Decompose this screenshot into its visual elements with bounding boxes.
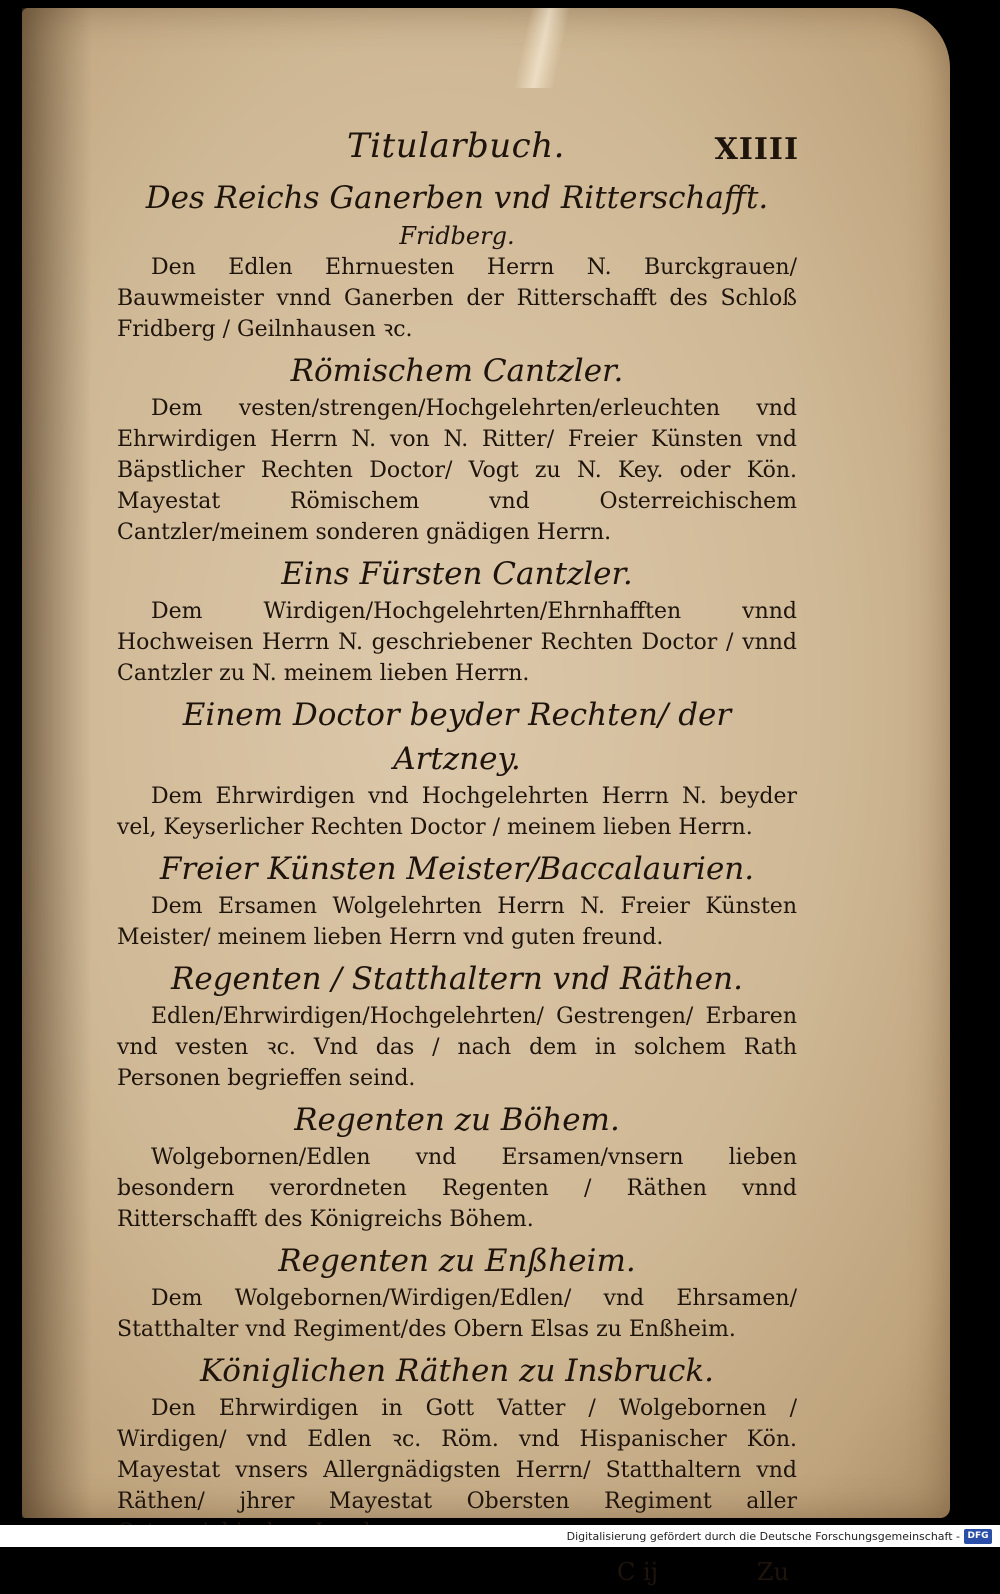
page-text-block <box>117 126 797 1594</box>
section-text: Dem Ersamen Wolgelehrten Herrn N. Freier Künsten Meister/ meinem lieben Herrn vnd guten freund. <box>117 894 797 950</box>
section-text: Dem Wolgebornen/Wirdigen/Edlen/ vnd Ehrsamen/ Statthalter vnd Regiment/des Obern Elsas zu Enßheim. <box>117 1286 797 1342</box>
dfg-logo-icon: DFG <box>964 1529 992 1544</box>
section-boehem <box>117 1098 797 1235</box>
credit-bar <box>0 1525 1000 1547</box>
section-regenten <box>117 957 797 1094</box>
section-ensheim <box>117 1239 797 1345</box>
page-gutter-shadow <box>22 8 92 1518</box>
page-header <box>117 126 797 176</box>
section-meister <box>117 847 797 953</box>
section-title: Freier Künsten Meister/Baccalaurien. <box>159 851 755 887</box>
catchword: Zu <box>756 1558 789 1586</box>
section-ganerben <box>117 176 797 345</box>
section-title: Regenten zu Böhem. <box>294 1102 620 1138</box>
section-text: Den Edlen Ehrnuesten Herrn N. Burckgrauen/ Bauwmeister vnnd Ganerben der Ritterschafft des Schloß Fridberg / Geilnhausen ꝛc. <box>117 255 797 342</box>
section-insbruck <box>117 1349 797 1548</box>
section-title: Römischem Cantzler. <box>290 353 624 389</box>
section-text: Dem vesten/strengen/Hochgelehrten/erleuchten vnd Ehrwirdigen Herrn N. von N. Ritter/ Freier Künsten vnd Bäpstlicher Rechten Doctor/ Vogt zu N. Key. oder Kön. Mayestat Römischem vnd Osterreichischem Cantzler/meinem sonderen gnädigen Herrn. <box>117 396 797 545</box>
section-title: Königlichen Räthen zu Insbruck. <box>199 1353 715 1389</box>
page-footer-marks <box>117 1554 797 1594</box>
signature-mark: C ij <box>617 1558 659 1586</box>
running-title: Titularbuch. <box>347 126 565 166</box>
section-title: Eins Fürsten Cantzler. <box>281 556 633 592</box>
section-subtitle: Fridberg. <box>399 222 515 250</box>
section-text: Den Ehrwirdigen in Gott Vatter / Wolgebornen / Wirdigen/ vnd Edlen ꝛc. Röm. vnd Hispanischer Kön. Mayestat vnsers Allergnädigsten Herrn/ Statthaltern vnd Räthen/ jhrer Mayestat Obersten Regiment aller <box>117 1396 797 1514</box>
section-title: Regenten zu Enßheim. <box>278 1243 636 1279</box>
section-text: Dem Ehrwirdigen vnd Hochgelehrten Herrn N. beyder vel, Keyserlicher Rechten Doctor / meinem lieben Herrn. <box>117 784 797 840</box>
section-doctor <box>117 693 797 843</box>
section-fuersten-cantzler <box>117 552 797 689</box>
section-title: Einem Doctor beyder Rechten/ der Artzney. <box>182 697 732 777</box>
section-text: Dem Wirdigen/Hochgelehrten/Ehrnhafften vnnd Hochweisen Herrn N. geschriebener Rechten Doctor / vnnd Cantzler zu N. meinem lieben Herrn. <box>117 599 797 686</box>
section-text: Wolgebornen/Edlen vnd Ersamen/vnsern lieben besondern verordneten Regenten / Räthen vnnd Ritterschafft des Königreichs Böhem. <box>117 1145 797 1232</box>
section-text: Edlen/Ehrwirdigen/Hochgelehrten/ Gestrengen/ Erbaren vnd vesten ꝛc. Vnd das / nach dem in solchem Rath Personen begrieffen seind. <box>117 1004 797 1091</box>
section-title: Des Reichs Ganerben vnd Ritterschafft. <box>145 180 769 216</box>
section-roemischem-cantzler <box>117 349 797 548</box>
folio-number: XIIII <box>714 132 799 167</box>
credit-text: Digitalisierung gefördert durch die Deutsche Forschungsgemeinschaft - <box>566 1530 960 1543</box>
page-crease <box>513 8 570 88</box>
section-title: Regenten / Statthaltern vnd Räthen. <box>171 961 743 997</box>
